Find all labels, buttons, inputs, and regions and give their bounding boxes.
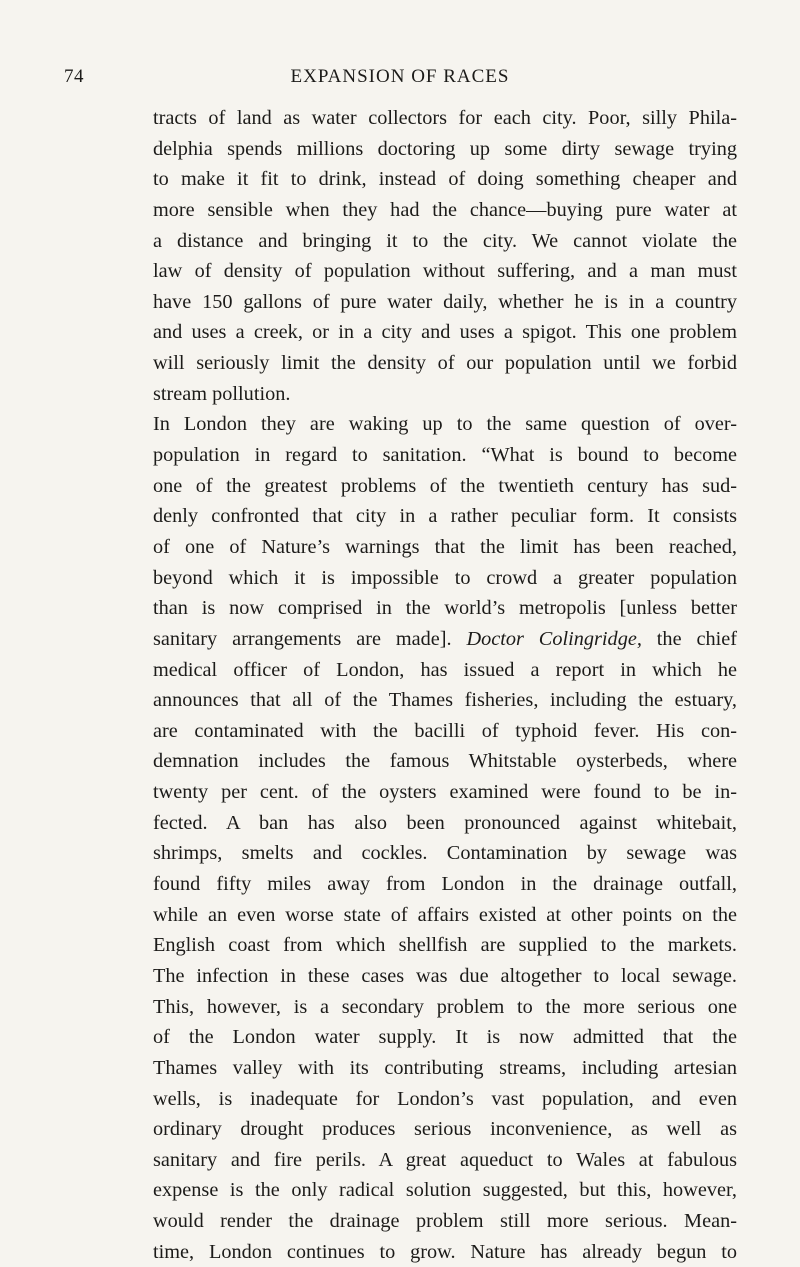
text-line: demnation includes the famous Whitstable oysterbeds, where <box>153 750 737 773</box>
text-line: will seriously limit the density of our population until we forbid <box>153 352 737 375</box>
text-line: stream pollution. <box>153 382 291 405</box>
text-line: twenty per cent. of the oysters examined were found to be in- <box>153 781 737 804</box>
line-text: sanitary arrangements are made]. <box>153 627 452 650</box>
page-number: 74 <box>64 66 84 87</box>
doctor-name: Doctor Colingridge, <box>466 627 642 650</box>
running-head <box>0 66 800 96</box>
text-line: This, however, is a secondary problem to the more serious one <box>153 995 737 1018</box>
text-line: a distance and bringing it to the city. We cannot violate the <box>153 229 737 252</box>
text-line: beyond which it is impossible to crowd a greater population <box>153 566 737 589</box>
text-line: ordinary drought produces serious inconvenience, as well as <box>153 1118 737 1141</box>
text-line: expense is the only radical solution suggested, but this, however, <box>153 1179 737 1202</box>
text-line: time, London continues to grow. Nature has already begun to <box>153 1240 737 1263</box>
text-line: English coast from which shellfish are supplied to the markets. <box>153 934 737 957</box>
text-line: have 150 gallons of pure water daily, whether he is in a country <box>153 290 737 313</box>
text-line-with-italic <box>153 624 737 655</box>
text-line: are contaminated with the bacilli of typhoid fever. His con- <box>153 719 737 742</box>
text-line: while an even worse state of affairs existed at other points on the <box>153 903 737 926</box>
paragraph-start-line: In London they are waking up to the same question of over- <box>153 413 737 436</box>
text-line: and uses a creek, or in a city and uses a spigot. This one problem <box>153 321 737 344</box>
text-line: denly confronted that city in a rather peculiar form. It consists <box>153 505 737 528</box>
text-line: to make it fit to drink, instead of doing something cheaper and <box>153 168 737 191</box>
text-line: delphia spends millions doctoring up some dirty sewage trying <box>153 137 737 160</box>
text-line: announces that all of the Thames fisheries, including the estuary, <box>153 689 737 712</box>
text-line: population in regard to sanitation. “What is bound to become <box>153 444 737 467</box>
text-line: more sensible when they had the chance—buying pure water at <box>153 198 737 221</box>
text-line: Thames valley with its contributing streams, including artesian <box>153 1056 737 1079</box>
running-title: EXPANSION OF RACES <box>290 66 510 87</box>
text-line: would render the drainage problem still more serious. Mean- <box>153 1210 737 1233</box>
text-line: of the London water supply. It is now admitted that the <box>153 1026 737 1049</box>
text-line: law of density of population without suffering, and a man must <box>153 260 737 283</box>
text-line: of one of Nature’s warnings that the limit has been reached, <box>153 535 737 558</box>
text-line: The infection in these cases was due altogether to local sewage. <box>153 964 737 987</box>
text-line: than is now comprised in the world’s metropolis [unless better <box>153 597 737 620</box>
text-line: fected. A ban has also been pronounced against whitebait, <box>153 811 737 834</box>
text-line: found fifty miles away from London in the drainage outfall, <box>153 873 737 896</box>
text-line: medical officer of London, has issued a report in which he <box>153 658 737 681</box>
text-line: sanitary and fire perils. A great aqueduct to Wales at fabulous <box>153 1148 737 1171</box>
line-text: the chief <box>656 627 737 650</box>
body-text <box>153 103 737 1267</box>
text-line: one of the greatest problems of the twentieth century has sud- <box>153 474 737 497</box>
text-line: tracts of land as water collectors for each city. Poor, silly Phila- <box>153 107 737 129</box>
text-line: wells, is inadequate for London’s vast population, and even <box>153 1087 737 1110</box>
text-line: shrimps, smelts and cockles. Contamination by sewage was <box>153 842 737 865</box>
